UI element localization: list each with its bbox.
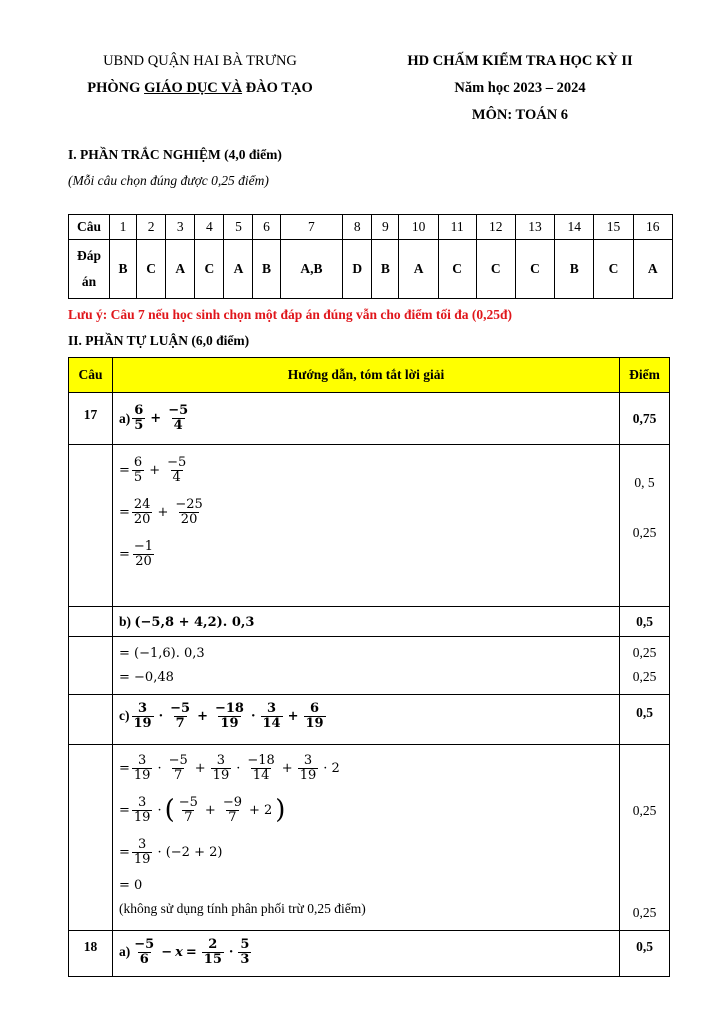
question-row bbox=[69, 215, 673, 240]
table-row bbox=[69, 637, 670, 695]
answer-cell: B bbox=[110, 240, 137, 299]
answer-cell: A bbox=[633, 240, 672, 299]
solution-17a: = $\frac{6}{5}$ + $\frac{-5}{4}$ = $\frac{24}{20}$ + $\frac{-25}{20}$ = $\frac{-1}{20}$ bbox=[113, 445, 620, 607]
score-column: 0,25 0,25 bbox=[620, 745, 670, 931]
score: 0,75 bbox=[620, 393, 670, 445]
problem-17c: c) $\frac{3}{19}$ · $\frac{-5}{7}$ + $\frac{-18}{19}$ · $\frac{3}{14}$ + $\frac{6}{19}$ bbox=[113, 695, 620, 745]
question-number-cell: 14 bbox=[555, 215, 594, 240]
score-column: 0,25 0,25 bbox=[620, 637, 670, 695]
answer-key-table bbox=[68, 214, 673, 299]
question-number: 18 bbox=[69, 931, 113, 977]
answer-row bbox=[69, 240, 673, 299]
question-number-cell: 4 bbox=[195, 215, 224, 240]
score: 0,5 bbox=[620, 931, 670, 977]
department-name: PHÒNG GIÁO DỤC VÀ ĐÀO TẠO bbox=[87, 80, 313, 96]
col-guide: Hướng dẫn, tóm tắt lời giải bbox=[113, 358, 620, 393]
answer-cell: C bbox=[137, 240, 166, 299]
doc-title: HD CHẤM KIỂM TRA HỌC KỲ II bbox=[407, 53, 633, 69]
question-number-cell: 7 bbox=[280, 215, 343, 240]
answer-cell: D bbox=[343, 240, 372, 299]
answer-cell: A bbox=[224, 240, 253, 299]
question-number-cell: 10 bbox=[399, 215, 438, 240]
answer-cell: C bbox=[515, 240, 554, 299]
solution-17c: = $\frac{3}{19}$ · $\frac{-5}{7}$ + $\frac{3}{19}$ · $\frac{-18}{14}$ + $\frac{3}{19}$ · 2 = $\frac{3}{19}$ · ( $\frac{-5}{7}$ + $\frac{-9}{7}$ + 2 ) = $\frac{3}{19}$ · (−2 + 2) = 0 (không sử dụng tính phân phối trừ 0,25 điểm) bbox=[113, 745, 620, 931]
score: 0,5 bbox=[620, 695, 670, 745]
question-number-cell: 11 bbox=[438, 215, 476, 240]
table-row bbox=[69, 745, 670, 931]
score-column: 0, 5 0,25 bbox=[620, 445, 670, 607]
section1-title: I. PHẦN TRẮC NGHIỆM (4,0 điểm) bbox=[68, 147, 282, 162]
problem-18a: a) $\frac{-5}{6}$ − x = $\frac{2}{15}$ · $\frac{5}{3}$ bbox=[113, 931, 620, 977]
question-number-cell: 15 bbox=[594, 215, 633, 240]
question-number-cell: 3 bbox=[166, 215, 195, 240]
question-number-cell: 9 bbox=[372, 215, 399, 240]
header-left bbox=[40, 50, 360, 104]
question-number-cell: 12 bbox=[476, 215, 515, 240]
question-number-cell: 5 bbox=[224, 215, 253, 240]
problem-17b: b) (−5,8 + 4,2). 0,3 bbox=[113, 607, 620, 637]
answer-label: Đáp án bbox=[69, 240, 110, 299]
answer-cell: B bbox=[555, 240, 594, 299]
school-year: Năm học 2023 – 2024 bbox=[454, 80, 586, 96]
question-number-cell: 13 bbox=[515, 215, 554, 240]
question-label: Câu bbox=[69, 215, 110, 240]
district-name: UBND QUẬN HAI BÀ TRƯNG bbox=[103, 53, 297, 69]
question-number: 17 bbox=[69, 393, 113, 445]
answer-cell: A,B bbox=[280, 240, 343, 299]
table-row bbox=[69, 445, 670, 607]
col-question: Câu bbox=[69, 358, 113, 393]
question-number-cell: 8 bbox=[343, 215, 372, 240]
question-number-cell: 6 bbox=[253, 215, 280, 240]
table-row bbox=[69, 393, 670, 445]
answer-cell: B bbox=[253, 240, 280, 299]
table-row bbox=[69, 695, 670, 745]
deduction-note: (không sử dụng tính phân phối trừ 0,25 điểm) bbox=[119, 901, 366, 916]
answer-cell: A bbox=[399, 240, 438, 299]
answer-cell: C bbox=[438, 240, 476, 299]
problem-17a: a) $\frac{6}{5}$ + $\frac{-5}{4}$ bbox=[113, 393, 620, 445]
solution-17b: = (−1,6). 0,3 = −0,48 bbox=[113, 637, 620, 695]
question-number-cell: 2 bbox=[137, 215, 166, 240]
section1-note: (Mỗi câu chọn đúng được 0,25 điểm) bbox=[68, 173, 269, 188]
note-warning: Lưu ý: Câu 7 nếu học sinh chọn một đáp án đúng vẫn cho điểm tối đa (0,25đ) bbox=[68, 307, 512, 322]
answer-cell: C bbox=[594, 240, 633, 299]
question-number-cell: 16 bbox=[633, 215, 672, 240]
subject: MÔN: TOÁN 6 bbox=[471, 107, 569, 123]
table-header bbox=[69, 358, 670, 393]
answer-cell: B bbox=[372, 240, 399, 299]
col-score: Điểm bbox=[620, 358, 670, 393]
question-number-cell: 1 bbox=[110, 215, 137, 240]
table-row bbox=[69, 607, 670, 637]
answer-cell: C bbox=[476, 240, 515, 299]
section2-title: II. PHẦN TỰ LUẬN (6,0 điểm) bbox=[68, 333, 250, 348]
table-row bbox=[69, 931, 670, 977]
answer-cell: A bbox=[166, 240, 195, 299]
score: 0,5 bbox=[620, 607, 670, 637]
answer-cell: C bbox=[195, 240, 224, 299]
header-right bbox=[370, 50, 670, 131]
essay-table bbox=[68, 357, 670, 977]
